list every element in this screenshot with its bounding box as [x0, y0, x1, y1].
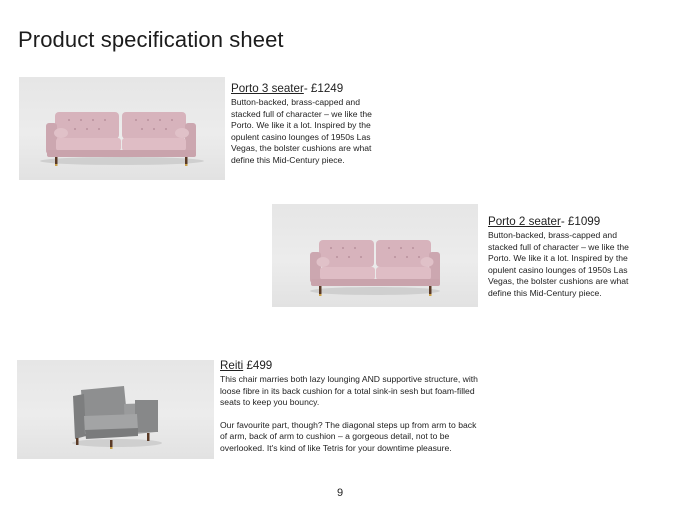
- product-description-2: Our favourite part, though? The diagonal steps up from arm to back of arm, back of arm to cushion – a gorgeous detail, not to be overlooked. It's kind of like Tetris for your downtime pleasure.: [220, 419, 477, 453]
- armchair-illustration: [17, 360, 214, 459]
- product-image-reiti: [17, 360, 214, 459]
- product-name-link[interactable]: Porto 2 seater: [488, 215, 561, 228]
- product-heading: [220, 359, 478, 373]
- product-details-porto-3-seater: [231, 82, 389, 167]
- product-heading: Porto 3 seater- £1249: [231, 82, 344, 95]
- product-description: This chair marries both lazy lounging AND supportive structure, with loose fibre in its back cushion for a total sink-in sesh but foam-filled seats to keep you bouncy.: [220, 374, 478, 408]
- product-price: £1249: [310, 82, 344, 95]
- product-image-porto-2-seater: [272, 204, 478, 307]
- product-price: £499: [246, 359, 273, 372]
- product-name-link[interactable]: Porto 3 seater: [231, 82, 304, 95]
- page-title: Product specification sheet: [18, 27, 284, 52]
- product-details-porto-2-seater: [488, 215, 646, 300]
- sofa-2-seater-illustration: [272, 204, 478, 307]
- product-heading: Porto 2 seater- £1099: [488, 215, 601, 228]
- product-name-link[interactable]: Reiti: [220, 359, 244, 372]
- product-image-porto-3-seater: [19, 77, 225, 180]
- page-number: 9: [336, 487, 344, 499]
- sofa-3-seater-illustration: [19, 77, 225, 180]
- product-details-reiti: [220, 359, 478, 455]
- product-description: Button-backed, brass-capped and stacked full of character – we like the Porto. We like it a lot. Inspired by the opulent casino lounges of 1950s Las Vegas, the bolster cushions are what define this Mid-Century piece.: [488, 230, 629, 298]
- product-description: Button-backed, brass-capped and stacked full of character – we like the Porto. We like it a lot. Inspired by the opulent casino lounges of 1950s Las Vegas, the bolster cushions are what define this Mid-Century piece.: [231, 97, 372, 165]
- product-price: £1099: [567, 215, 601, 228]
